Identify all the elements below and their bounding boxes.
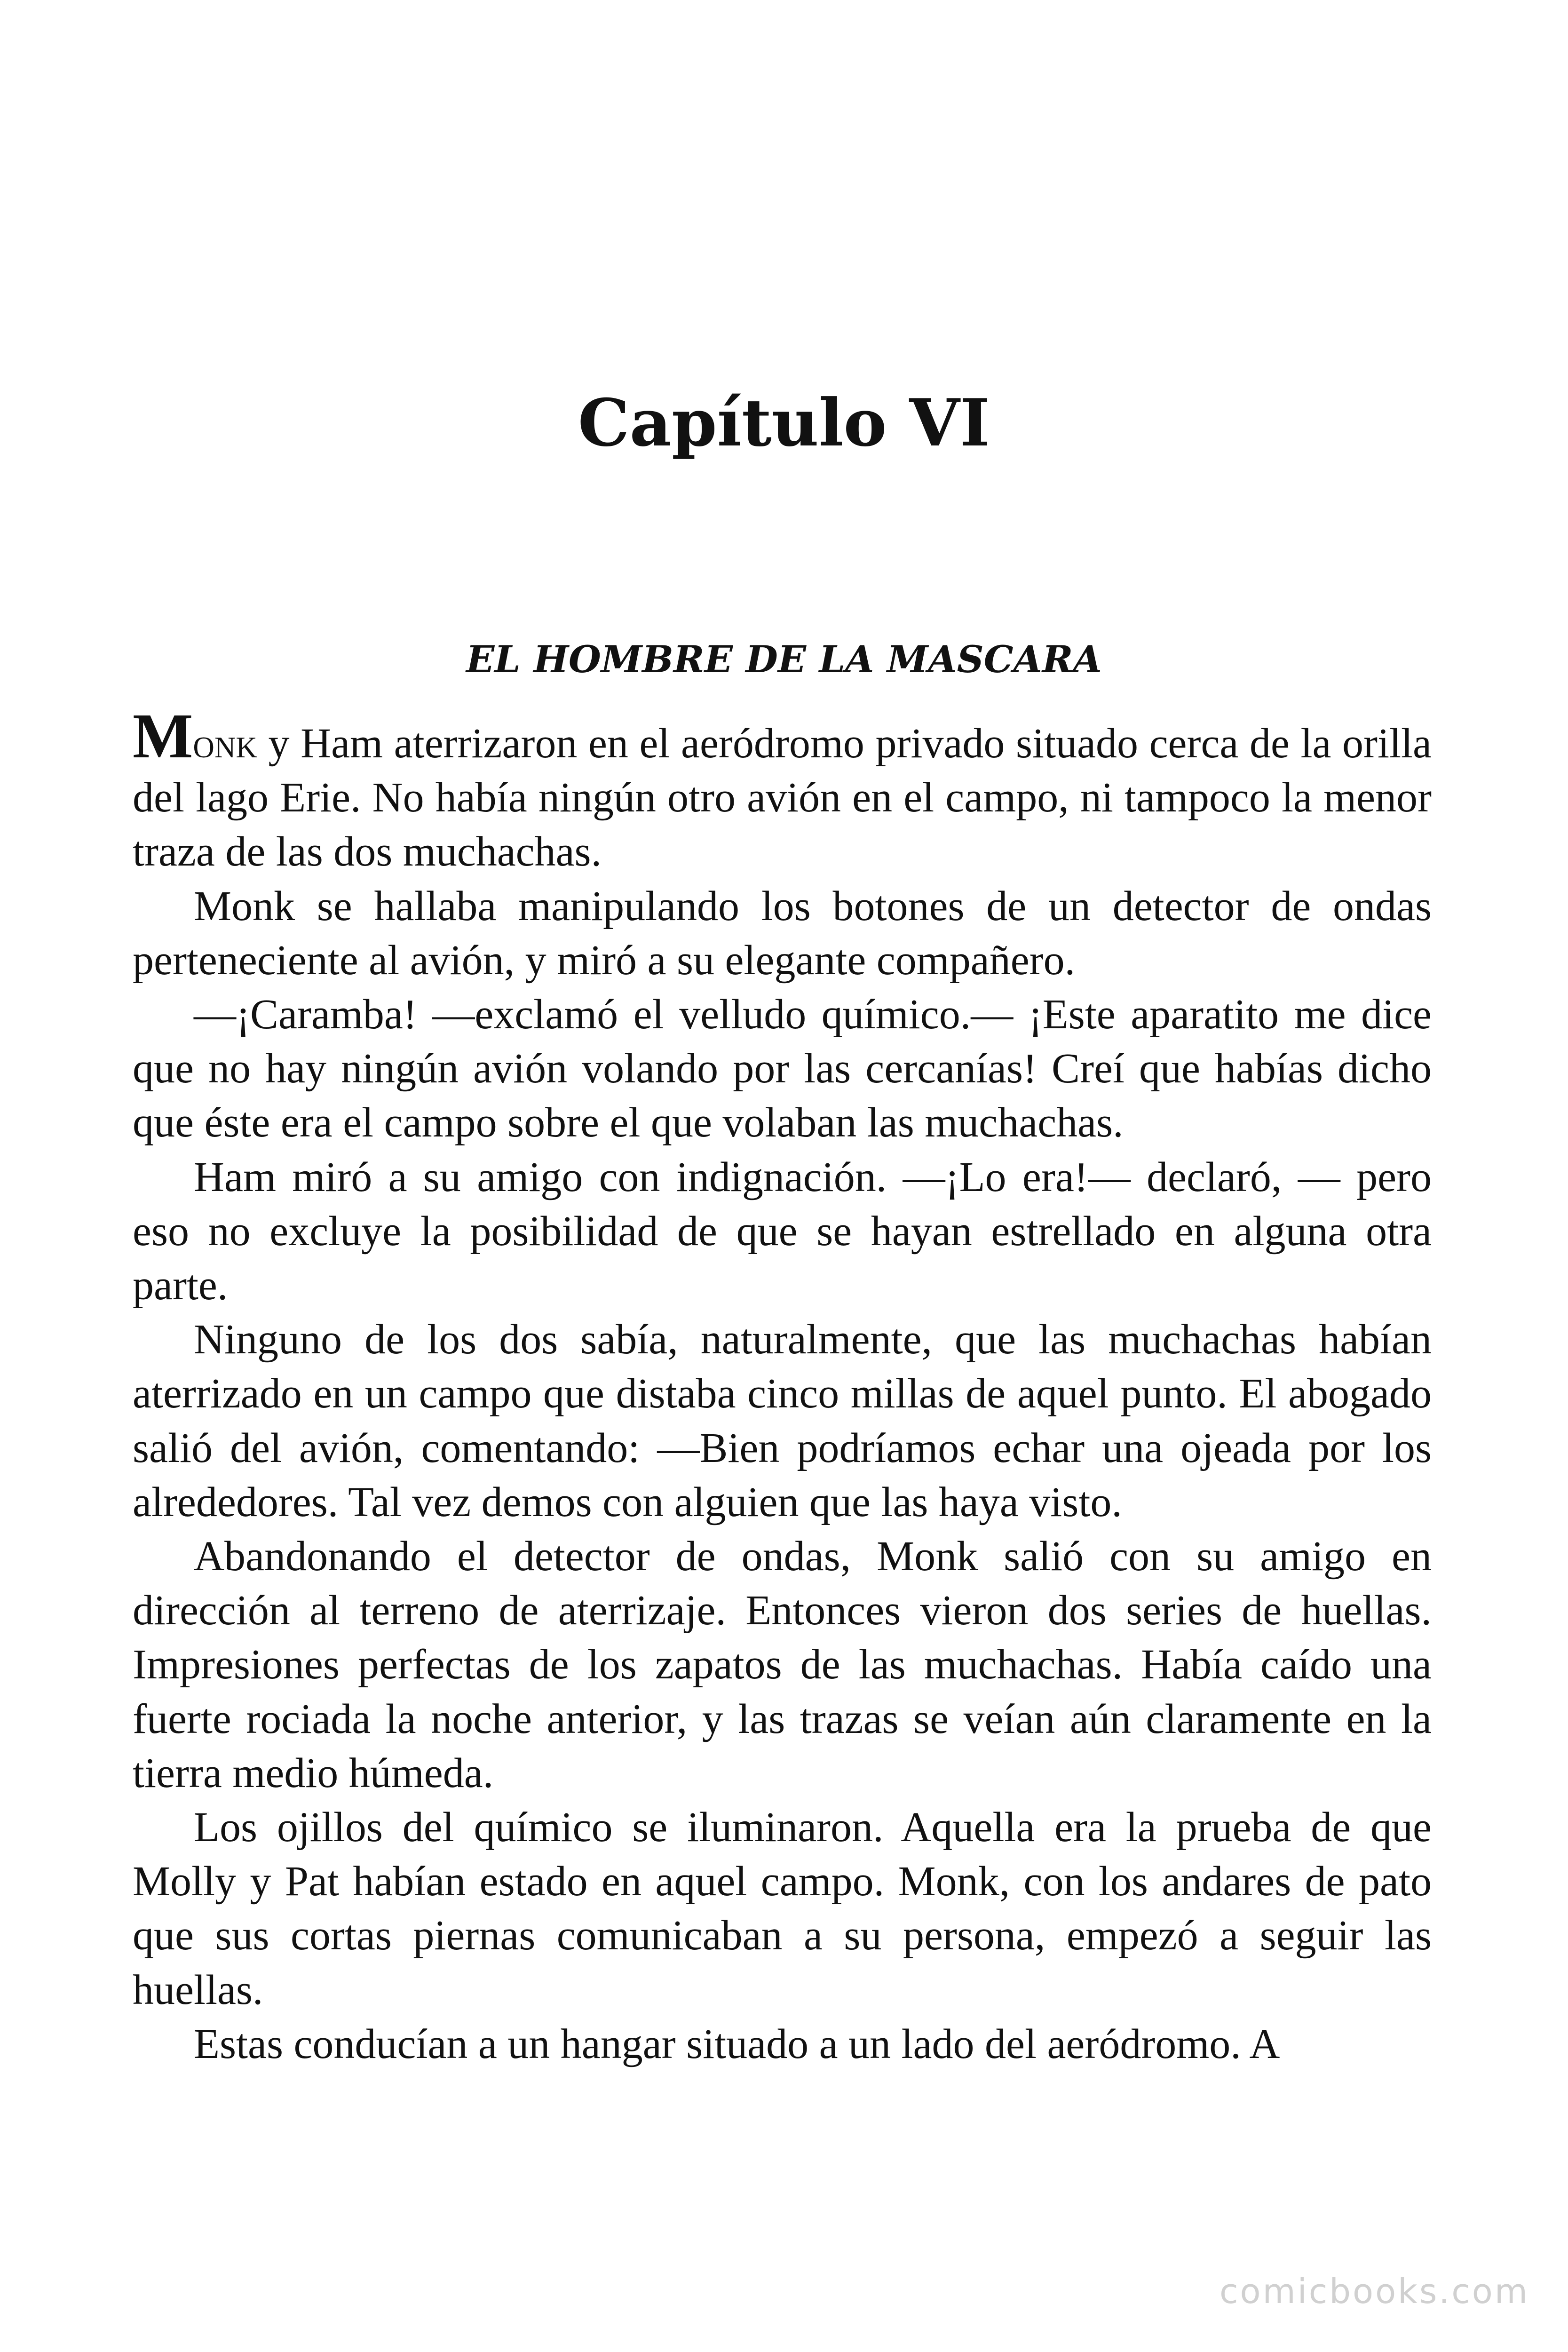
paragraph-6: Abandonando el detector de ondas, Monk salió con su amigo en dirección al terreno de aterrizaje. Entonces vieron dos series de huellas. Impresiones perfectas de los zapatos de las muchachas. Había caído una fuerte rociada la noche anterior, y las trazas se veían aún claramente en la tierra medio húmeda. <box>133 1533 1432 1796</box>
small-caps-word: onk <box>193 720 257 767</box>
paragraph-1 <box>133 701 1432 879</box>
paragraph-5: Ninguno de los dos sabía, naturalmente, que las muchachas habían aterrizado en un campo que distaba cinco millas de aquel punto. El abogado salió del avión, comentando: —Bien podríamos echar una ojeada por los alrededores. Tal vez demos con alguien que las haya visto. <box>133 1316 1432 1526</box>
drop-cap-letter: M <box>133 701 193 771</box>
paragraph-3: —¡Caramba! —exclamó el velludo químico.— ¡Este aparatito me dice que no hay ningún avión volando por las cercanías! Creí que habías dicho que éste era el campo sobre el que volaban las muchachas. <box>133 991 1432 1146</box>
chapter-subtitle: EL HOMBRE DE LA MASCARA <box>466 637 1102 681</box>
paragraph-2: Monk se hallaba manipulando los botones de un detector de ondas perteneciente al avión, y miró a su elegante compañero. <box>133 882 1432 984</box>
watermark: comicbooks.com <box>1219 2272 1529 2311</box>
paragraph-7: Los ojillos del químico se iluminaron. Aquella era la prueba de que Molly y Pat habían estado en aquel campo. Monk, con los andares de pato que sus cortas piernas comunicaban a su persona, empezó a seguir las huellas. <box>133 1804 1432 2013</box>
chapter-body <box>133 701 1432 2071</box>
paragraph-1-text: y Ham aterrizaron en el aeródromo privado situado cerca de la orilla del lago Erie. No había ningún otro avión en el campo, ni tampoco la menor traza de las dos muchachas. <box>133 720 1432 875</box>
paragraph-4: Ham miró a su amigo con indignación. —¡Lo era!— declaró, — pero eso no excluye la posibilidad de que se hayan estrellado en alguna otra parte. <box>133 1153 1432 1309</box>
chapter-title: Capítulo VI <box>578 384 990 461</box>
paragraph-8: Estas conducían a un hangar situado a un lado del aeródromo. A <box>194 2020 1280 2067</box>
